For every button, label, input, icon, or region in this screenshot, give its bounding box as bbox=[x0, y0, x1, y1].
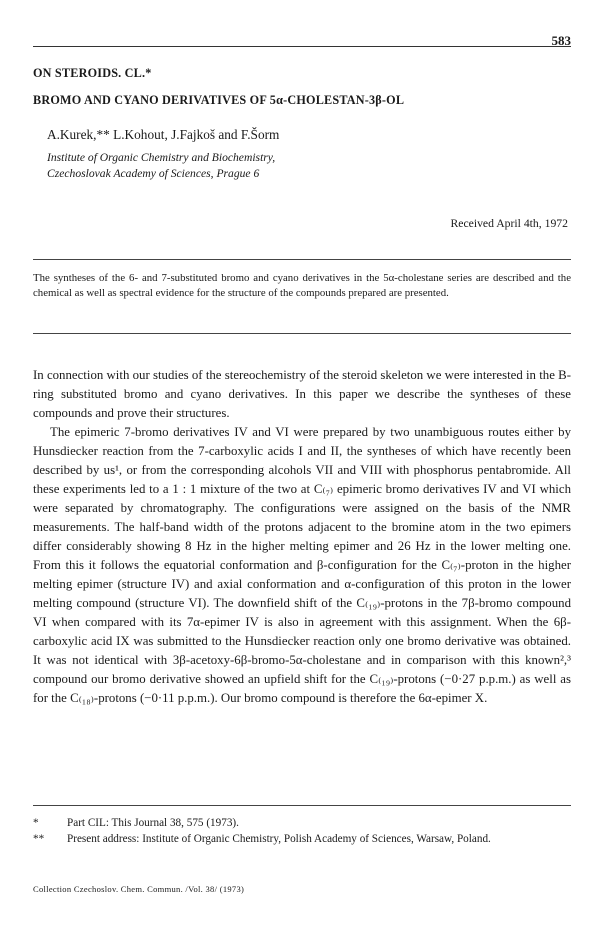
footnote-1-text: Part CIL: This Journal 38, 575 (1973). bbox=[67, 817, 239, 829]
abstract-rule-top bbox=[33, 259, 571, 260]
article-body bbox=[33, 366, 571, 708]
footnote-2 bbox=[33, 832, 571, 848]
abstract: The syntheses of the 6- and 7-substituted bromo and cyano derivatives in the 5α-cholestane series are described and the chemical as well as spectral evidence for the structure of the compounds prepared are presented. bbox=[33, 272, 571, 299]
footnote-1-mark: * bbox=[33, 817, 39, 829]
running-footer: Collection Czechoslov. Chem. Commun. /Vol. 38/ (1973) bbox=[33, 884, 245, 894]
author-list: A.Kurek,** L.Kohout, J.Fajkoš and F.Šorm bbox=[47, 127, 280, 142]
footnote-rule bbox=[33, 805, 571, 806]
footnote-2-text: Present address: Institute of Organic Chemistry, Polish Academy of Sciences, Warsaw, Poland. bbox=[67, 832, 491, 845]
series-title: ON STEROIDS. CL.* bbox=[33, 66, 152, 80]
footnote-2-mark: ** bbox=[33, 832, 45, 845]
header-rule bbox=[33, 46, 571, 47]
affiliation-line-1: Institute of Organic Chemistry and Biochemistry, bbox=[47, 151, 276, 164]
footnote-1 bbox=[33, 816, 571, 832]
article-title: BROMO AND CYANO DERIVATIVES OF 5α-CHOLESTAN-3β-OL bbox=[33, 93, 405, 107]
received-date: Received April 4th, 1972 bbox=[450, 217, 568, 230]
page-number: 583 bbox=[551, 33, 571, 48]
footnotes bbox=[33, 816, 571, 847]
paragraph-1: In connection with our studies of the stereochemistry of the steroid skeleton we were interested in the B-ring substituted bromo and cyano derivatives. In this paper we describe the syntheses of these compounds and prove their structures. bbox=[33, 368, 571, 420]
affiliation-line-2: Czechoslovak Academy of Sciences, Prague 6 bbox=[47, 167, 260, 180]
paragraph-2: The epimeric 7-bromo derivatives IV and VI were prepared by two unambiguous routes either by Hunsdiecker reaction from the 7-carboxylic acids I and II, the syntheses of which have recently been described by us¹, or from the corresponding alcohols VII and VIII with phosphorus pentabromide. All these experiments led to a 1 : 1 mixture of the two at C₍₇₎ epimeric bromo derivatives IV and VI which were separated by chromatography. The configurations were assigned on the basis of the NMR measurements. The half-band width of the protons adjacent to the bromine atom in the two epimers differ considerably showing 8 Hz in the higher melting epimer and 26 Hz in the lower melting one. From this it follows the equatorial conformation and β-configuration for the C₍₇₎-proton in the higher melting epimer (structure IV) and axial conformation and α-configuration of this proton in the lower melting compound (structure VI). The downfield shift of the C₍₁₉₎-protons in the 7β-bromo compound VI when compared with its 7α-epimer IV is also in agreement with this assignment. When the 6β-carboxylic acid IX was submitted to the Hunsdiecker reaction only one bromo derivative was obtained. It was not identical with 3β-acetoxy-6β-bromo-5α-cholestane and in comparison with this known²,³ compound our bromo derivative showed an upfield shift for the C₍₁₉₎-protons (−0·27 p.p.m.) as well as for the C₍₁₈₎-protons (−0·11 p.p.m.). Our bromo compound is therefore the 6α-epimer X. bbox=[33, 425, 571, 705]
abstract-rule-bottom bbox=[33, 333, 571, 334]
